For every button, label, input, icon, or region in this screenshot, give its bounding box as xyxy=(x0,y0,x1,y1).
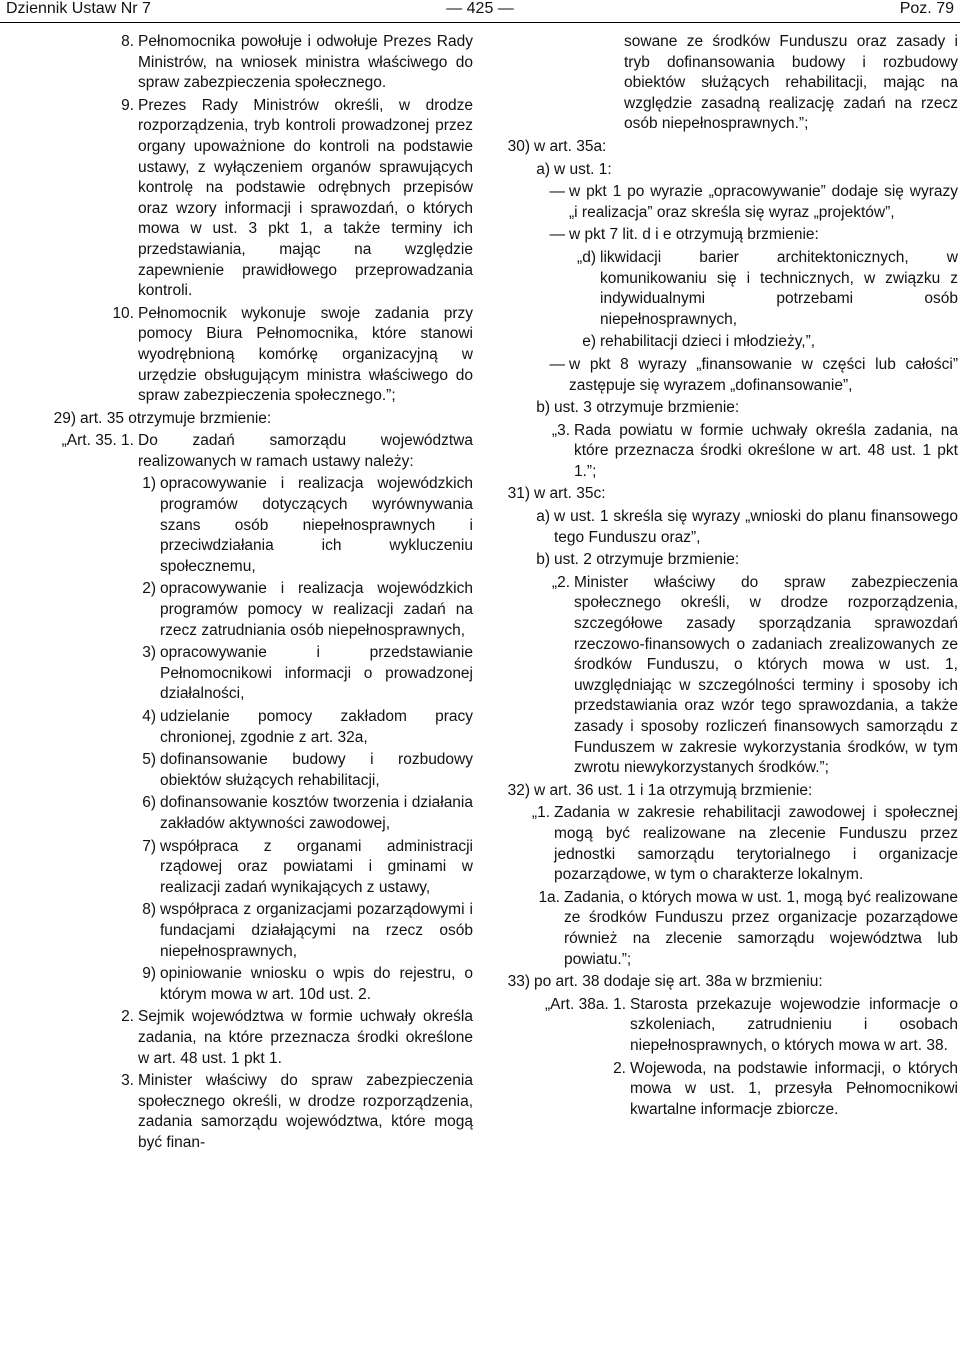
paragraph-number: 2. xyxy=(121,1008,134,1026)
paragraph-text: Wojewoda, na podstawie informacji, o których mowa w ust. 1, przesyła Pełnomocnikowi kwartalne informacje zbiorcze. xyxy=(630,1059,958,1118)
paragraph-number: „Art. 38a. 1. xyxy=(545,995,626,1013)
paragraph-text: Do zadań samorządu województwa realizowanych w ramach ustawy należy: xyxy=(138,432,473,470)
page-number: — 425 — xyxy=(446,0,514,17)
paragraph-number: b) xyxy=(536,399,550,417)
paragraph-text: współpraca z organami administracji rządowej oraz powiatami i gminami w realizacji zadań wynikających z ustawy, xyxy=(160,837,473,896)
paragraph-number: a) xyxy=(536,508,550,526)
paragraph xyxy=(494,781,958,802)
paragraph-number: „1. xyxy=(531,804,550,822)
paragraph-number: 2) xyxy=(142,580,156,598)
paragraph-text: dofinansowanie budowy i rozbudowy obiektów służących rehabilitacji, xyxy=(160,751,473,789)
paragraph-number: 7) xyxy=(142,837,156,855)
paragraph-text: opracowywanie i przedstawianie Pełnomocnikowi informacji o prowadzonej działalności, xyxy=(160,644,473,703)
paragraph-text: w pkt 7 lit. d i e otrzymują brzmienie: xyxy=(569,226,819,244)
paragraph-text: Minister właściwy do spraw zabezpieczenia społecznego określi, w drodze rozporządzenia, szczegółowe zasady sporządzania sprawozdań rzeczowo-finansowych o zadaniach zrealizowanych ze środków Funduszu, o których mowa w ust. 1, uwzględniając w szczególności terminy i sposoby ich przedstawiania oraz wzór tego sprawozdania, a także zasady i sposoby rozliczeń finansowych samorządu z Funduszem w zakresie wykorzystania środków, w tym zwrotu niewykorzystanych środków.”; xyxy=(574,573,958,777)
paragraph xyxy=(28,1007,473,1069)
paragraph-number: 3) xyxy=(142,644,156,662)
paragraph xyxy=(28,431,473,472)
paragraph-text: ust. 3 otrzymuje brzmienie: xyxy=(554,399,740,417)
paragraph-number: 9. xyxy=(121,96,134,114)
paragraph-text: rehabilitacji dzieci i młodzieży,”, xyxy=(600,333,816,351)
paragraph-text: po art. 38 dodaje się art. 38a w brzmieniu: xyxy=(534,973,823,991)
paragraph xyxy=(494,484,958,505)
paragraph-text: w art. 35a: xyxy=(534,137,607,155)
paragraph-text: w ust. 1: xyxy=(554,160,612,178)
left-column xyxy=(28,32,473,1155)
paragraph xyxy=(28,409,473,430)
paragraph-text: w pkt 8 wyrazy „finansowanie w części lub całości” zastępuje się wyrazem „dofinansowanie”, xyxy=(569,355,958,394)
paragraph xyxy=(28,304,473,407)
paragraph-text: Sejmik województwa w formie uchwały określa zadania, na które przeznacza środki określone w art. 48 ust. 1 pkt 1. xyxy=(138,1008,473,1067)
paragraph xyxy=(28,643,473,705)
paragraph xyxy=(494,137,958,158)
journal-title: Dziennik Ustaw Nr 7 xyxy=(6,0,151,17)
paragraph-text: opracowywanie i realizacja wojewódzkich programów dotyczących wyrównywania szans osób niepełnosprawnych i przeciwdziałania ich wykluczeniu społecznemu, xyxy=(160,475,473,575)
paragraph xyxy=(28,474,473,577)
paragraph xyxy=(28,32,473,94)
paragraph-number: 2. xyxy=(613,1059,626,1077)
paragraph-text: Zadania w zakresie rehabilitacji zawodowej i społecznej mogą być realizowane na zlecenie Funduszu przez jednostki samorządu terytorialnego i organizacje pozarządowe, w tym o charakterze lokalnym. xyxy=(554,804,958,884)
paragraph-text: Starosta przekazuje wojewodzie informacje o szkoleniach, zatrudnieniu i osobach niepełnosprawnych, o których mowa w art. 38. xyxy=(630,995,958,1054)
paragraph xyxy=(28,579,473,641)
paragraph-text: opracowywanie i realizacja wojewódzkich programów pomocy w realizacji zadań na rzecz zatrudniania osób niepełnosprawnych, xyxy=(160,580,473,639)
paragraph-number: a) xyxy=(536,160,550,178)
paragraph-number: 3. xyxy=(121,1072,134,1090)
paragraph xyxy=(494,182,958,223)
paragraph-number: — xyxy=(549,355,565,373)
paragraph xyxy=(494,507,958,548)
paragraph xyxy=(28,837,473,899)
paragraph xyxy=(494,32,958,135)
paragraph xyxy=(494,421,958,483)
paragraph-text: Zadania, o których mowa w ust. 1, mogą być realizowane ze środków Funduszu przez organizacje pozarządowe również na zlecenie samorządu województwa lub powiatu.”; xyxy=(564,888,958,968)
paragraph xyxy=(494,1059,958,1121)
paragraph-number: 9) xyxy=(142,965,156,983)
paragraph xyxy=(494,355,958,396)
paragraph-number: „3. xyxy=(551,421,570,439)
paragraph-number: 5) xyxy=(142,751,156,769)
paragraph-number: „Art. 35. 1. xyxy=(61,432,134,450)
page-header xyxy=(0,0,960,22)
paragraph xyxy=(494,398,958,419)
paragraph-text: w art. 36 ust. 1 i 1a otrzymują brzmienie: xyxy=(534,781,813,799)
paragraph xyxy=(494,573,958,779)
paragraph-text: opiniowanie wniosku o wpis do rejestru, o którym mowa w art. 10d ust. 2. xyxy=(160,965,473,1003)
header-rule xyxy=(0,22,960,23)
paragraph-number: b) xyxy=(536,551,550,569)
paragraph-number: e) xyxy=(582,333,596,351)
paragraph-text: współpraca z organizacjami pozarządowymi i fundacjami działającymi na rzecz osób niepełnosprawnych, xyxy=(160,901,473,960)
paragraph-number: 10. xyxy=(112,304,134,322)
paragraph xyxy=(494,888,958,970)
paragraph xyxy=(28,1071,473,1153)
paragraph-text: ust. 2 otrzymuje brzmienie: xyxy=(554,551,740,569)
paragraph-number: 30) xyxy=(507,137,530,155)
paragraph-text: sowane ze środków Funduszu oraz zasady i tryb dofinansowania budowy i rozbudowy obiektów służących rehabilitacji, mając na względzie zasadną realizację zadań na rzecz osób niepełnosprawnych.”; xyxy=(624,33,958,133)
paragraph xyxy=(494,803,958,885)
paragraph xyxy=(494,160,958,181)
paragraph xyxy=(28,793,473,834)
paragraph-text: w art. 35c: xyxy=(534,485,606,503)
paragraph-number: — xyxy=(549,183,565,201)
paragraph-number: 4) xyxy=(142,708,156,725)
paragraph xyxy=(28,750,473,791)
paragraph-number: 1a. xyxy=(538,888,560,906)
paragraph-number: 8. xyxy=(121,33,134,50)
paragraph xyxy=(494,248,958,330)
paragraph-text: Rada powiatu w formie uchwały określa zadania, na które przeznacza środki określone w art. 48 ust. 1 pkt 1.”; xyxy=(574,421,958,480)
paragraph xyxy=(494,972,958,993)
paragraph xyxy=(494,225,958,246)
paragraph-number: 8) xyxy=(142,901,156,919)
paragraph-text: Pełnomocnik wykonuje swoje zadania przy pomocy Biura Pełnomocnika, które stanowi wyodrębnioną komórkę organizacyjną w urzędzie obsługującym ministra właściwego do spraw zabezpieczenia społecznego.”; xyxy=(138,304,473,405)
paragraph xyxy=(28,96,473,302)
paragraph-number: „2. xyxy=(551,573,570,591)
paragraph-number: 29) xyxy=(53,409,76,427)
paragraph-number: 6) xyxy=(142,794,156,812)
paragraph-number: — xyxy=(549,226,565,244)
paragraph-number: 32) xyxy=(507,781,530,799)
paragraph xyxy=(494,995,958,1057)
paragraph xyxy=(28,964,473,1005)
paragraph xyxy=(28,707,473,748)
paragraph-text: Pełnomocnika powołuje i odwołuje Prezes Rady Ministrów, na wniosek ministra właściwego do spraw zabezpieczenia społecznego. xyxy=(138,33,473,92)
paragraph-number: „d) xyxy=(577,248,596,266)
paragraph-text: udzielanie pomocy zakładom pracy chronionej, zgodnie z art. 32a, xyxy=(160,708,473,746)
paragraph-text: dofinansowanie kosztów tworzenia i działania zakładów aktywności zawodowej, xyxy=(160,794,473,832)
paragraph-text: likwidacji barier architektonicznych, w komunikowaniu się i technicznych, w związku z indywidualnymi potrzebami osób niepełnosprawnych, xyxy=(600,248,958,328)
paragraph-text: Minister właściwy do spraw zabezpieczenia społecznego określi, w drodze rozporządzenia, zadania samorządu województwa, które mogą być finan- xyxy=(138,1072,473,1151)
position-number: Poz. 79 xyxy=(899,0,954,17)
paragraph-text: w pkt 1 po wyrazie „opracowywanie” dodaje się wyrazy „i realizacja” oraz skreśla się wyraz „projektów”, xyxy=(569,183,958,221)
paragraph-text: Prezes Rady Ministrów określi, w drodze rozporządzenia, tryb kontroli prowadzonej przez organy upoważnione do kontroli na podstawie ustawy, z wyłączeniem organów sprawujących kontrolę na podstawie odrębnych przepisów oraz wzory informacji i sprawozdań, o których mowa w ust. 3 pkt 1, a także terminy ich przedstawiania, mając na względzie zapewnienie prawidłowego przeprowadzania kontroli. xyxy=(138,96,473,300)
right-column xyxy=(494,32,958,1122)
paragraph-number: 31) xyxy=(507,485,530,503)
paragraph xyxy=(494,550,958,571)
paragraph xyxy=(28,900,473,962)
paragraph-number: 33) xyxy=(507,973,530,991)
paragraph-text: art. 35 otrzymuje brzmienie: xyxy=(80,409,272,427)
paragraph-text: w ust. 1 skreśla się wyrazy „wnioski do planu finansowego tego Funduszu oraz”, xyxy=(554,508,958,546)
paragraph xyxy=(494,332,958,353)
paragraph-number: 1) xyxy=(142,475,156,493)
